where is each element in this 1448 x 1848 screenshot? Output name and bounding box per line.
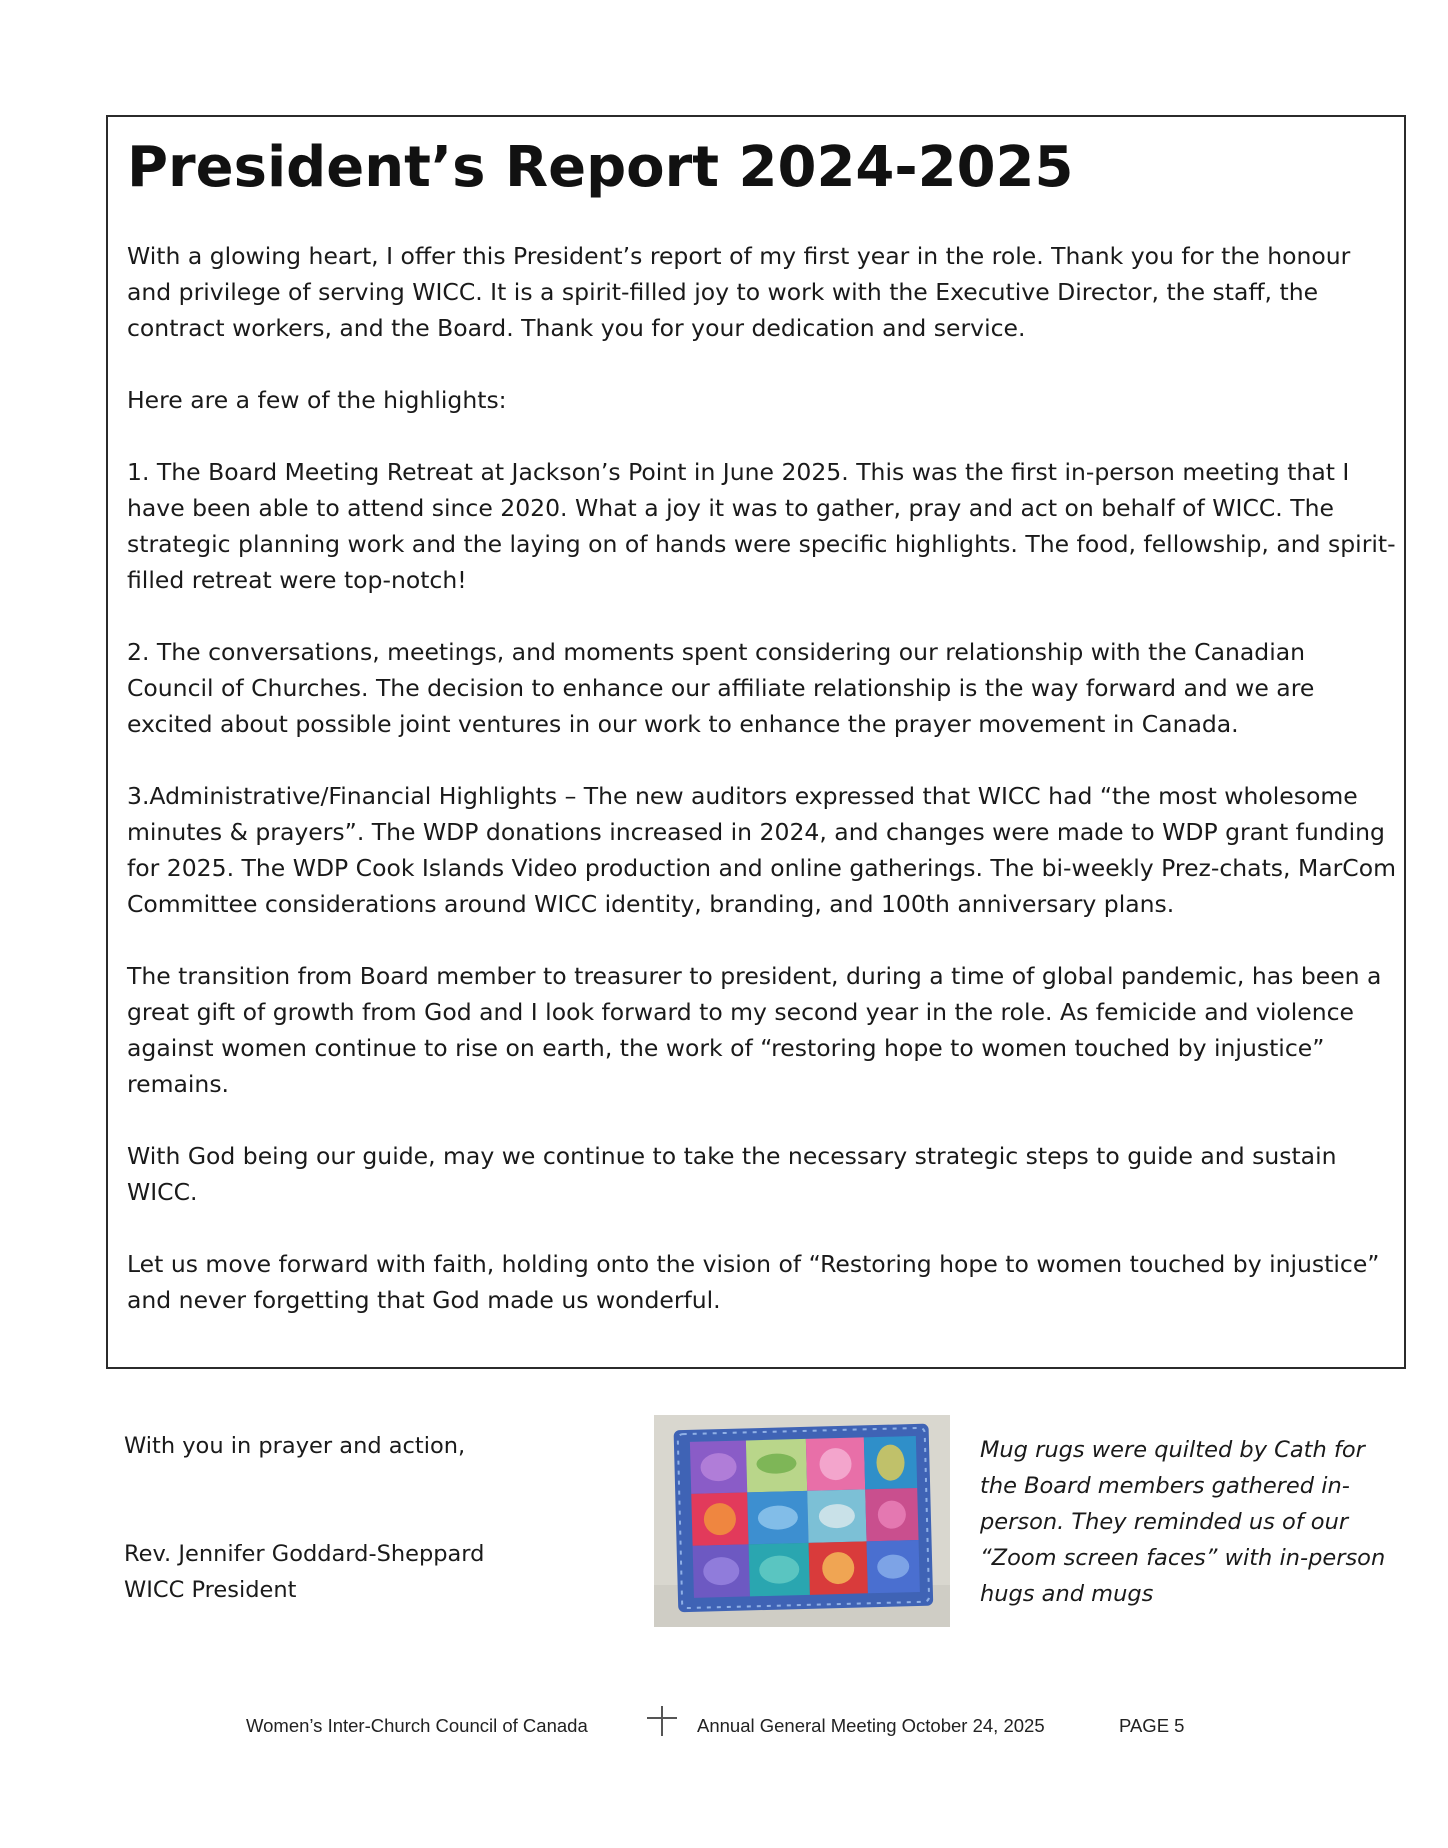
report-paragraph-highlight-1: 1. The Board Meeting Retreat at Jackson’s Point in June 2025. This was the first in-person meeting that I have been able to attend since 2020. What a joy it was to gather, pray and act on behalf of WICC. The strategic planning work and the laying on of hands were specific highlights. The food, fellowship, and spirit-filled retreat were top-notch! — [127, 458, 1396, 594]
closing-salutation: With you in prayer and action, — [124, 1433, 466, 1459]
footer-meeting: Annual General Meeting October 24, 2025 — [697, 1715, 1045, 1736]
report-paragraph-highlights-intro: Here are a few of the highlights: — [127, 386, 507, 414]
report-paragraph-guide: With God being our guide, may we continue to take the necessary strategic steps to guide and sustain WICC. — [127, 1142, 1337, 1206]
signature-name: Rev. Jennifer Goddard-Sheppard — [124, 1541, 485, 1567]
footer-organization: Women’s Inter-Church Council of Canada — [246, 1715, 588, 1736]
report-paragraph-highlight-2: 2. The conversations, meetings, and moments spent considering our relationship with the Canadian Council of Churches. The decision to enhance our affiliate relationship is the way forward and we are excited about possible joint ventures in our work to enhance the prayer movement in Canada. — [127, 638, 1315, 738]
report-paragraph-intro: With a glowing heart, I offer this President’s report of my first year in the role. Thank you for the honour and privilege of serving WICC. It is a spirit-filled joy to work with the Executive Director, the staff, the contract workers, and the Board. Thank you for your dedication and service. — [127, 242, 1351, 342]
report-paragraph-highlight-3: 3.Administrative/Financial Highlights – The new auditors expressed that WICC had “the most wholesome minutes & prayers”. The WDP donations increased in 2024, and changes were made to WDP grant funding for 2025. The WDP Cook Islands Video production and online gatherings. The bi-weekly Prez-chats, MarCom Committee considerations around WICC identity, branding, and 100th anniversary plans. — [127, 782, 1396, 918]
report-paragraph-vision: Let us move forward with faith, holding onto the vision of “Restoring hope to women touched by injustice” and never forgetting that God made us wonderful. — [127, 1250, 1380, 1314]
cross-icon — [647, 1706, 677, 1736]
signature-role: WICC President — [124, 1577, 297, 1603]
footer-page-number: PAGE 5 — [1119, 1715, 1185, 1736]
mug-rug-photo — [654, 1415, 950, 1627]
page-title: President’s Report 2024-2025 — [127, 135, 1074, 200]
signature-block — [124, 1536, 484, 1608]
report-paragraph-transition: The transition from Board member to treasurer to president, during a time of global pandemic, has been a great gift of growth from God and I look forward to my second year in the role. As femicide and violence against women continue to rise on earth, the work of “restoring hope to women touched by injustice” remains. — [127, 962, 1382, 1098]
report-body — [127, 238, 1397, 1318]
photo-caption: Mug rugs were quilted by Cath for the Board members gathered in-person. They reminded us of our “Zoom screen faces” with in-person hugs and mugs — [980, 1437, 1386, 1607]
